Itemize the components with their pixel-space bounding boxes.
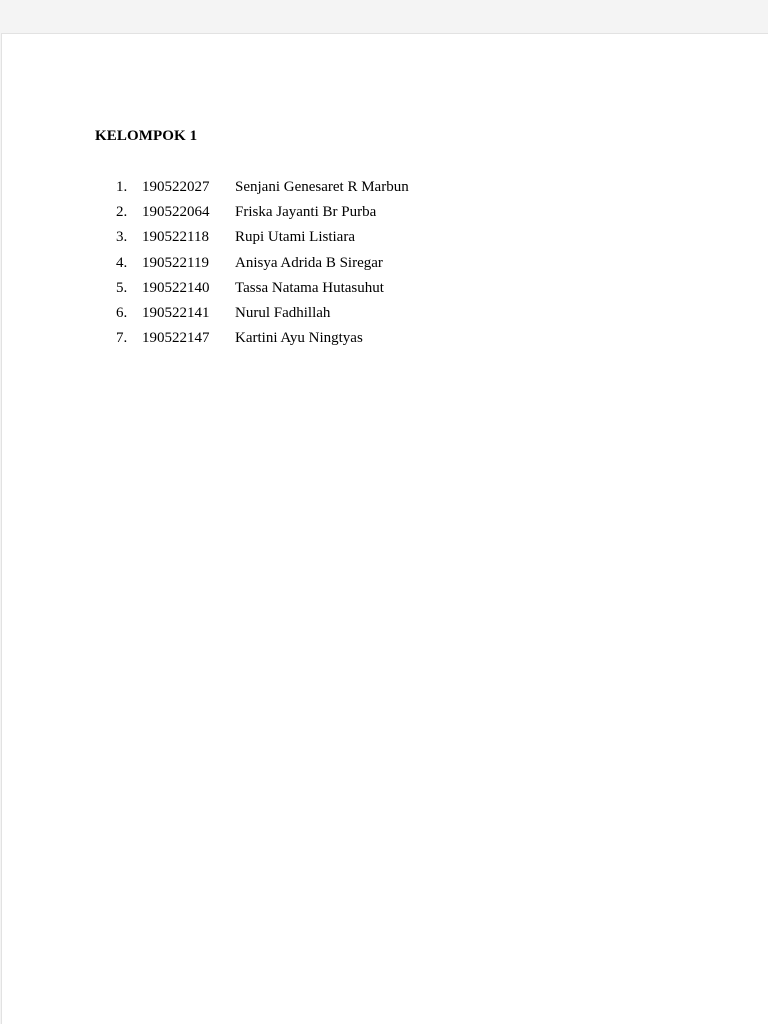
member-name: Rupi Utami Listiara: [235, 229, 355, 246]
member-number: 1.: [116, 179, 128, 195]
member-number: 2.: [116, 204, 128, 221]
member-name: Senjani Genesaret R Marbun: [235, 179, 409, 195]
member-row-3: [2, 225, 502, 250]
document-page: [1, 33, 768, 1024]
member-row-4: [2, 251, 502, 276]
member-row-6: [2, 301, 502, 326]
member-row-7: [2, 326, 502, 351]
member-number: 6.: [116, 304, 128, 321]
member-number: 4.: [116, 254, 128, 271]
member-name: Nurul Fadhillah: [235, 304, 331, 321]
member-name: Tassa Natama Hutasuhut: [235, 279, 384, 296]
member-row-5: [2, 276, 502, 301]
member-nim: 190522118: [142, 229, 209, 246]
member-nim: 190522141: [142, 304, 210, 321]
member-number: 5.: [116, 279, 128, 296]
member-name: Friska Jayanti Br Purba: [235, 204, 377, 221]
group-heading: KELOMPOK 1: [95, 128, 198, 144]
member-nim: 190522119: [142, 254, 209, 271]
member-row-1: [2, 175, 502, 200]
member-name: Anisya Adrida B Siregar: [235, 254, 383, 271]
member-nim: 190522027: [142, 179, 210, 195]
member-list: [2, 175, 502, 351]
member-nim: 190522140: [142, 279, 210, 296]
member-number: 7.: [116, 330, 128, 347]
member-row-2: [2, 200, 502, 225]
member-nim: 190522064: [142, 204, 210, 221]
member-number: 3.: [116, 229, 128, 246]
member-name: Kartini Ayu Ningtyas: [235, 330, 363, 347]
member-nim: 190522147: [142, 330, 210, 347]
